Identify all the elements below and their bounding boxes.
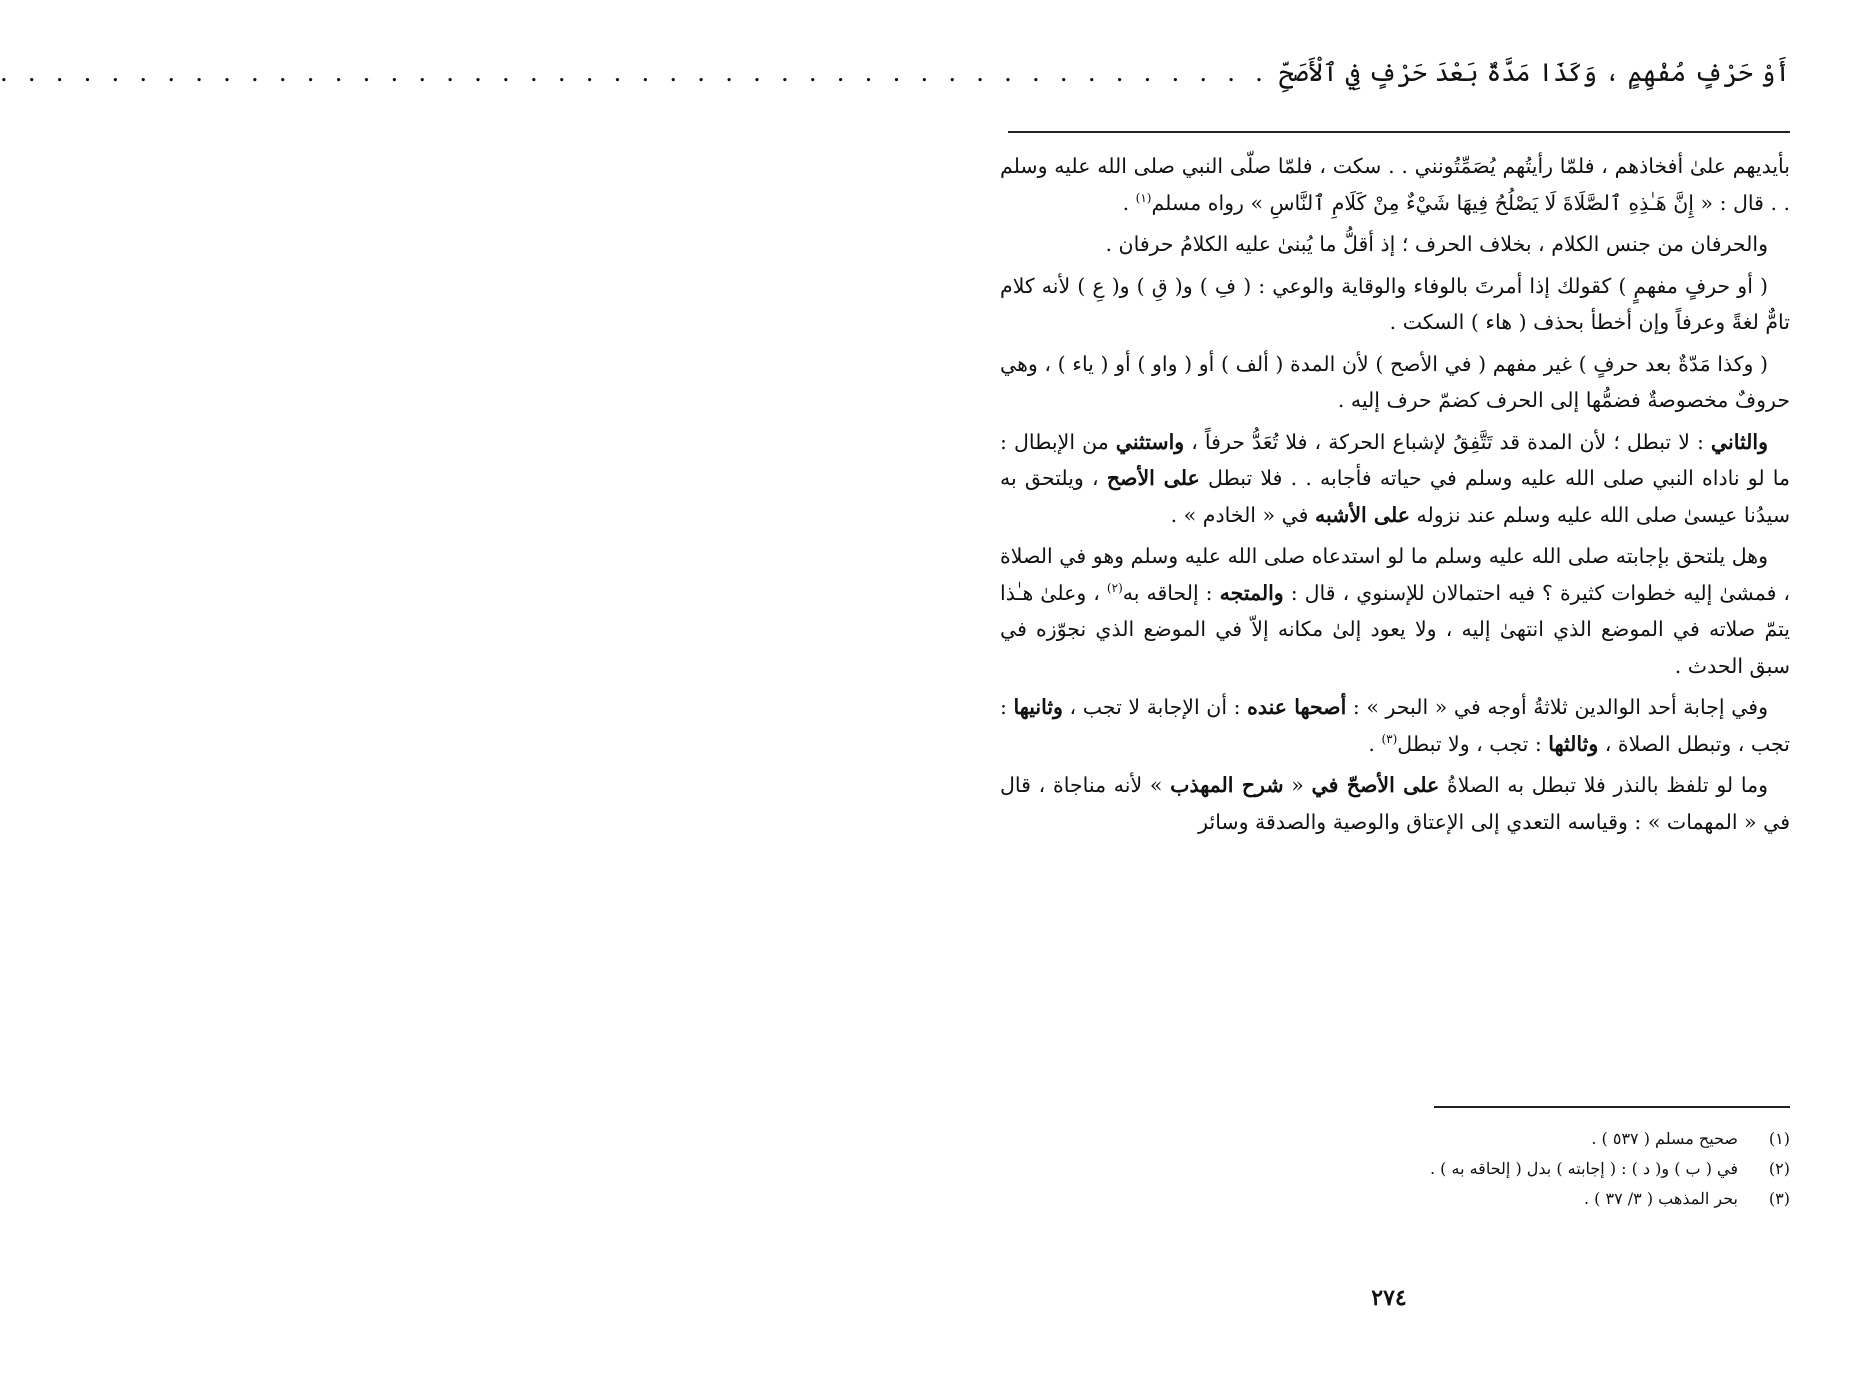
- main-text: [1000, 148, 1790, 845]
- footnote-ref-1: (١): [1135, 190, 1152, 205]
- paragraph-2: [1000, 226, 1790, 263]
- paragraph-4: [1000, 346, 1790, 419]
- footnote-number: (٣): [1768, 1189, 1790, 1208]
- footnote-3: [1010, 1184, 1790, 1214]
- bold-term: على الأصح: [1106, 466, 1200, 490]
- paragraph-text: «: [1283, 773, 1312, 797]
- paragraph-text: ( وكذا مَدّةٌ بعد حرفٍ ) غير مفهم ( في الأصح ) لأن المدة ( ألف ) أو ( واو ) أو ( ياء ) ، وهي حروفٌ مخصوصةٌ فضمُّها إلى الحرف كضمّ حرف إليه .: [1000, 351, 1790, 412]
- footnote-ref-2: (٢): [1106, 580, 1123, 595]
- bold-term: شرح المهذب: [1170, 773, 1284, 797]
- paragraph-6: [1000, 538, 1790, 684]
- footnote-text: بحر المذهب ( ٣/ ٣٧ ) .: [1584, 1189, 1738, 1208]
- footnote-number: (١): [1768, 1129, 1790, 1148]
- bold-term: على الأشبه: [1314, 502, 1410, 527]
- paragraph-text: وما لو تلفظ بالنذر فلا تبطل به الصلاةُ: [1439, 773, 1769, 797]
- footnotes: [1010, 1124, 1790, 1214]
- paragraph-text: .: [1122, 190, 1136, 215]
- paragraph-text: : لا تبطل ؛ لأن المدة قد تَتَّفِقُ لإشباع الحركة ، فلا تُعَدُّ حرفاً ،: [1184, 429, 1711, 454]
- paragraph-text: .: [1368, 731, 1382, 756]
- paragraph-text: بأيديهم علىٰ أفخاذهم ، فلمّا رأيتُهم يُصَمِّتُونني . . سكت ، فلمّا صلّى النبي صلى الله عليه وسلم . . قال : « إِنَّ هَـٰذِهِ ٱلصَّلَاةَ لَا يَصْلُحُ فِيهَا شَيْءٌ مِنْ كَلَامِ ٱلنَّاسِ » رواه مسلم: [1000, 154, 1790, 215]
- paragraph-text: وفي إجابة أحد الوالدين ثلاثةُ أوجه في « البحر » :: [1346, 695, 1768, 719]
- bold-term: واستثني: [1115, 429, 1185, 454]
- paragraph-8: [1000, 767, 1790, 840]
- footnote-text: في ( ب ) و( د ) : ( إجابته ) بدل ( إلحاقه به ) .: [1429, 1159, 1738, 1178]
- paragraph-text: والحرفان من جنس الكلام ، بخلاف الحرف ؛ إذ أقلُّ ما يُبنىٰ عليه الكلامُ حرفان .: [1105, 232, 1768, 256]
- header-rule: [1008, 131, 1790, 133]
- paragraph-5: [1000, 424, 1790, 534]
- page-number: ٢٧٤: [1371, 1285, 1407, 1311]
- paragraph-text: : أن الإجابة لا تجب ،: [1062, 695, 1248, 719]
- bold-term: والمتجه: [1219, 580, 1284, 605]
- running-header: [0, 52, 1790, 92]
- bold-term: أصحها عنده: [1247, 695, 1347, 719]
- bold-term: وثانيها: [1013, 695, 1063, 719]
- paragraph-text: وهل يلتحق بإجابته صلى الله عليه وسلم ما لو استدعاه صلى الله عليه وسلم وهو في الصلاة ، فمشىٰ إليه خطوات كثيرة ؟ فيه احتمالان للإسنوي ، قال :: [1000, 544, 1790, 605]
- paragraph-text: : إلحاقه به: [1122, 580, 1220, 605]
- paragraph-text: من الإبطال : ما لو ناداه النبي صلى الله عليه وسلم في حياته فأجابه . . فلا تبطل: [1000, 429, 1790, 490]
- bold-term: على الأصحّ في: [1311, 773, 1440, 797]
- footnote-number: (٢): [1768, 1159, 1790, 1178]
- paragraph-text: : تجب ، ولا تبطل: [1397, 731, 1549, 756]
- paragraph-text: في « الخادم » .: [1170, 502, 1315, 527]
- footnote-2: [1010, 1154, 1790, 1184]
- paragraph-text: : تجب ، وتبطل الصلاة ،: [1000, 695, 1790, 756]
- paragraph-text: ، وعلىٰ هـٰذا يتمّ صلاته في الموضع الذي انتهىٰ إليه ، ولا يعود إلىٰ مكانه إلاّ في الموضع الذي نجوّزه في سبق الحدث .: [1000, 580, 1790, 678]
- bold-term: والثاني: [1710, 429, 1768, 454]
- paragraph-text: ، ويلتحق به سيدُنا عيسىٰ صلى الله عليه وسلم عند نزوله: [1000, 466, 1790, 527]
- paragraph-7: [1000, 689, 1790, 762]
- running-header-dots: . . . . . . . . . . . . . . . . . . . . . . . . . . . . . . . . . . . . . . . . . . . . . .: [0, 57, 1270, 87]
- paragraph-text: ( أو حرفٍ مفهمٍ ) كقولك إذا أمرتَ بالوفاء والوقاية والوعي : ( فِ ) و( قِ ) و( عِ ) لأنه كلام تامٌّ لغةً وعرفاً وإن أخطأ بحذف ( هاء ) السكت .: [1000, 273, 1790, 334]
- footnote-rule: [1434, 1106, 1790, 1108]
- footnote-text: صحيح مسلم ( ٥٣٧ ) .: [1591, 1129, 1738, 1148]
- footnote-1: [1010, 1124, 1790, 1154]
- footnote-ref-3: (٣): [1381, 731, 1398, 746]
- paragraph-3: [1000, 268, 1790, 341]
- bold-term: وثالثها: [1548, 731, 1599, 756]
- paragraph-1: [1000, 148, 1790, 221]
- paragraph-text: » لأنه مناجاة ، قال في « المهمات » : وقياسه التعدي إلى الإعتاق والوصية والصدقة وسائر: [1000, 773, 1790, 834]
- running-header-title: أَوْ حَرْفٍ مُفْهِمٍ ، وَكَذَا مَدَّةٌ بَعْدَ حَرْفٍ فِي ٱلْأَصَحِّ: [1279, 57, 1790, 87]
